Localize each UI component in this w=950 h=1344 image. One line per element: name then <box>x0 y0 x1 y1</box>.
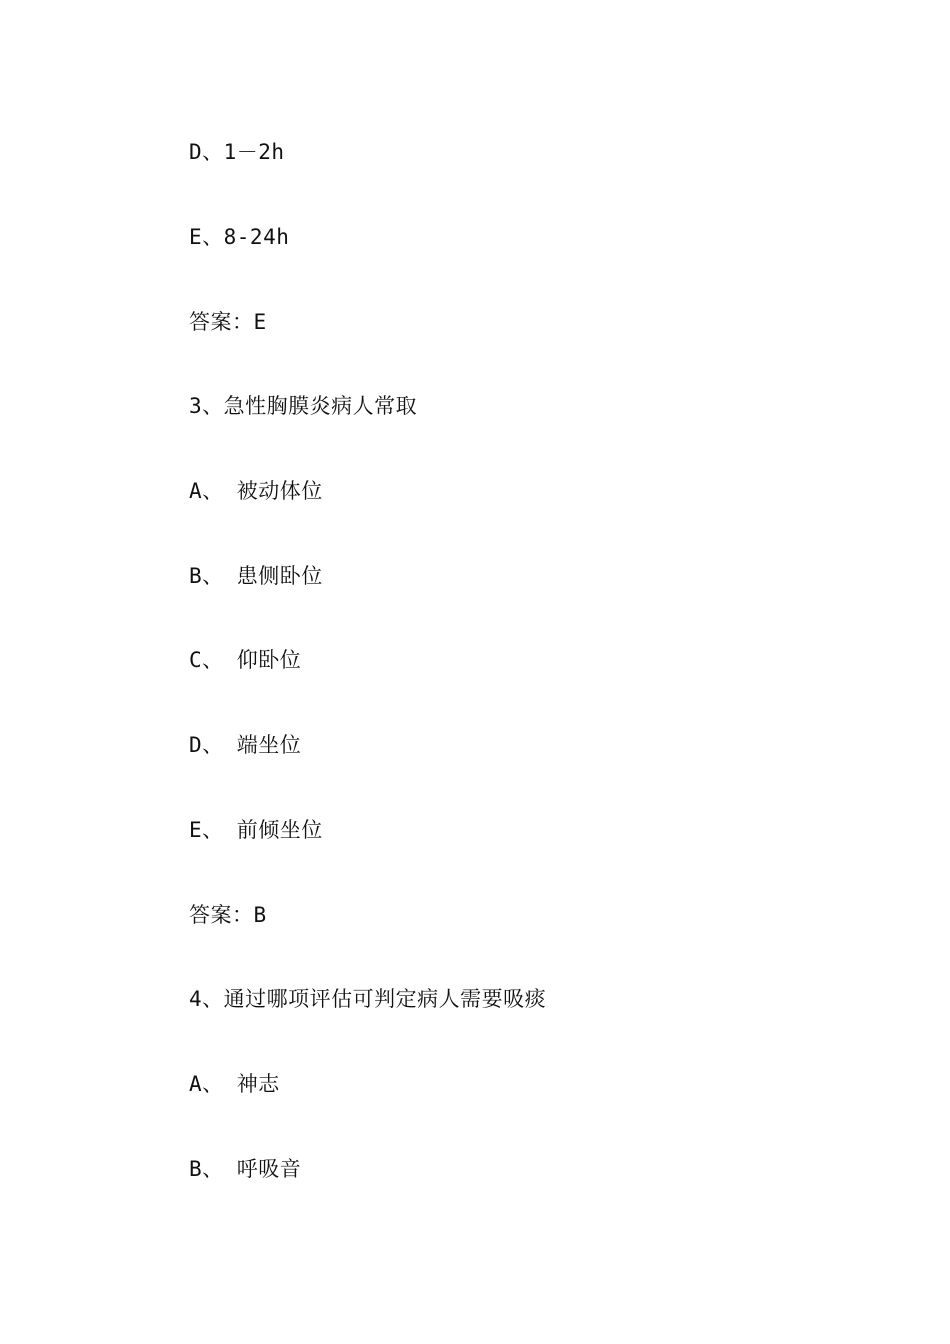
answer-q2: 答案：E <box>189 310 267 334</box>
option-d-q3: D、 端坐位 <box>189 733 302 757</box>
option-d-q2: D、1－2h <box>189 140 285 164</box>
option-c-q3: C、 仰卧位 <box>189 648 302 672</box>
question-4: 4、通过哪项评估可判定病人需要吸痰 <box>189 987 547 1011</box>
option-e-q3: E、 前倾坐位 <box>189 818 323 842</box>
option-e-q2: E、8-24h <box>189 225 290 249</box>
option-b-q4: B、 呼吸音 <box>189 1157 302 1181</box>
question-3: 3、急性胸膜炎病人常取 <box>189 394 418 418</box>
option-b-q3: B、 患侧卧位 <box>189 564 323 588</box>
option-a-q4: A、 神志 <box>189 1072 280 1096</box>
answer-q3: 答案：B <box>189 903 267 927</box>
option-a-q3: A、 被动体位 <box>189 479 323 503</box>
